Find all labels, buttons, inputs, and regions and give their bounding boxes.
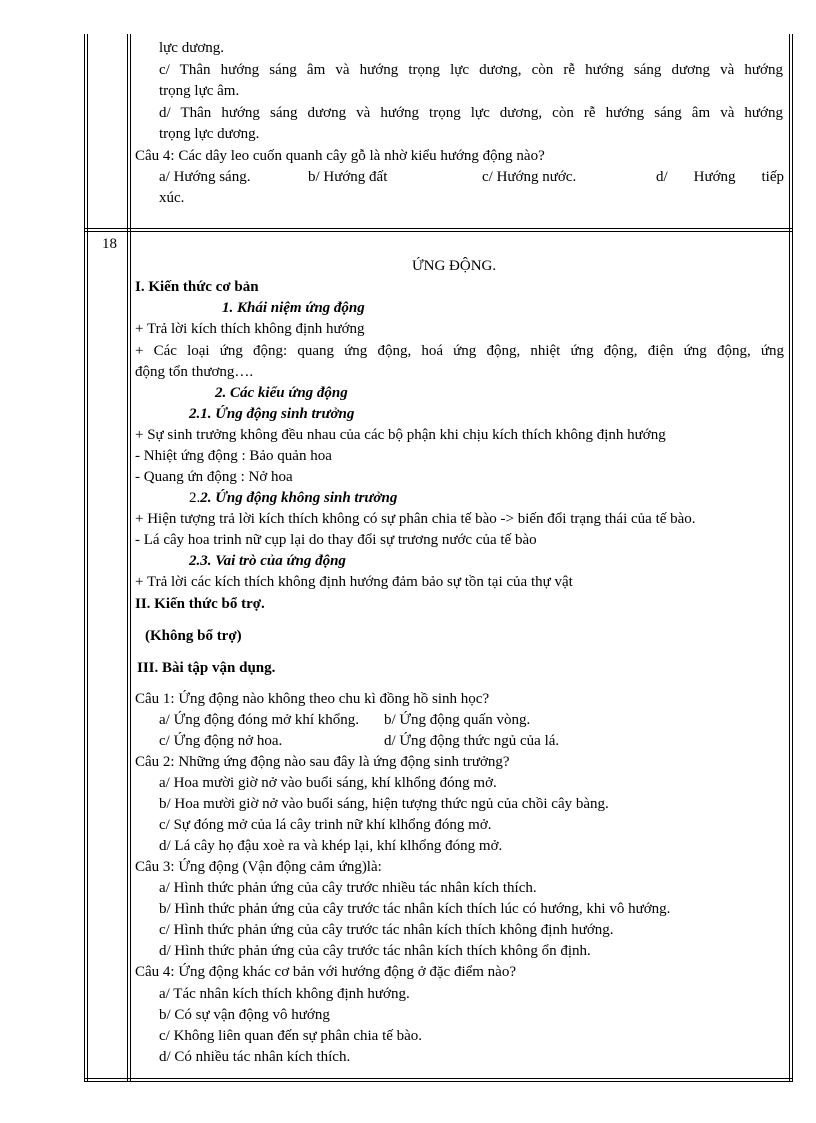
exercise-q4: Câu 4: Ứng động khác cơ bản với hướng động ở đặc điểm nào?	[135, 964, 516, 980]
exercise-q3-option-b: b/ Hình thức phản ứng của cây trước tác nhân kích thích lúc có hướng, khi vô hướng.	[159, 901, 671, 917]
table-border-bottom-inner	[84, 1078, 793, 1079]
exercise-q3: Câu 3: Ứng động (Vận động cảm ứng)là:	[135, 859, 382, 875]
subsection-2-2-heading: 2. Ứng động không sinh trưởng	[200, 490, 398, 506]
subsection-2-3-heading: 2.3. Vai trò của ứng động	[189, 553, 346, 569]
subsection-1-heading: 1. Khái niệm ứng động	[222, 300, 365, 316]
exercise-q1: Câu 1: Ứng động nào không theo chu kì đồng hồ sinh học?	[135, 691, 490, 707]
lesson-number: 18	[102, 236, 117, 252]
row-divider-inner	[84, 231, 793, 232]
subsection-2-heading: 2. Các kiểu ứng động	[215, 385, 348, 401]
table-border-left	[84, 34, 85, 1082]
sub22-line-1: + Hiện tượng trả lời kích thích không có sự phân chia tế bào -> biến đổi trạng thái của tế bào.	[135, 511, 696, 527]
exercise-q1-option-c: c/ Ứng động nở hoa.	[159, 733, 283, 749]
exercise-q4-option-c: c/ Không liên quan đến sự phân chia tế bào.	[159, 1028, 423, 1044]
exercise-q1-option-d: d/ Ứng động thức ngủ của lá.	[384, 733, 560, 749]
section-3-heading: III. Bài tập vận dụng.	[137, 660, 276, 676]
q3-option-c-continued: trọng lực âm.	[159, 83, 240, 99]
q4-question: Câu 4: Các dây leo cuốn quanh cây gỗ là nhờ kiểu hướng động nào?	[135, 148, 545, 164]
sub21-line-1: + Sự sinh trưởng không đều nhau của các bộ phận khi chịu kích thích không định hướng	[135, 427, 666, 443]
row-divider	[84, 228, 793, 229]
q4-option-a: a/ Hướng sáng.	[159, 169, 251, 185]
q4-option-b: b/ Hướng đất	[308, 169, 388, 185]
section-2-heading: II. Kiến thức bổ trợ.	[135, 596, 265, 612]
table-border-right	[792, 34, 793, 1082]
exercise-q2-option-b: b/ Hoa mười giờ nở vào buổi sáng, hiện tượng thức ngủ của chồi cây bàng.	[159, 796, 609, 812]
sub1-line-1: + Trả lời kích thích không định hướng	[135, 321, 365, 337]
exercise-q4-option-b: b/ Có sự vận động vô hướng	[159, 1007, 330, 1023]
exercise-q2-option-d: d/ Lá cây họ đậu xoè ra và khép lại, khí klhổng đóng mở.	[159, 838, 503, 854]
lesson-title: ỨNG ĐỘNG.	[412, 258, 497, 274]
q4-option-d-continued: xúc.	[159, 190, 185, 206]
subsection-2-1-heading: 2.1. Ứng động sinh trưởng	[189, 406, 355, 422]
q3-option-d: d/ Thân hướng sáng dương và hướng trọng lực dương, còn rễ hướng sáng âm và hướng	[159, 105, 783, 121]
exercise-q4-option-a: a/ Tác nhân kích thích không định hướng.	[159, 986, 410, 1002]
sub1-line-2-continued: động tổn thương….	[135, 364, 254, 380]
sub21-line-3: - Quang ứn động : Nở hoa	[135, 469, 293, 485]
section-2-note: (Không bổ trợ)	[145, 628, 242, 644]
table-border-left-inner	[87, 34, 88, 1082]
exercise-q3-option-a: a/ Hình thức phản ứng của cây trước nhiều tác nhân kích thích.	[159, 880, 537, 896]
q4-option-d: d/ Hướng tiếp	[656, 169, 784, 185]
sub21-line-2: - Nhiệt ứng động : Bảo quản hoa	[135, 448, 332, 464]
sub1-line-2: + Các loại ứng động: quang ứng động, hoá ứng động, nhiệt ứng động, điện ứng động, ứng	[135, 343, 784, 359]
exercise-q4-option-d: d/ Có nhiều tác nhân kích thích.	[159, 1049, 351, 1065]
column-divider-inner	[130, 34, 131, 1082]
section-1-heading: I. Kiến thức cơ bản	[135, 279, 259, 295]
exercise-q1-option-b: b/ Ứng động quấn vòng.	[384, 712, 531, 728]
exercise-q3-option-d: d/ Hình thức phản ứng của cây trước tác nhân kích thích không ổn định.	[159, 943, 591, 959]
column-divider	[127, 34, 128, 1082]
table-border-right-inner	[789, 34, 790, 1082]
subsection-2-2-heading-wrapper	[189, 488, 397, 508]
exercise-q3-option-c: c/ Hình thức phản ứng của cây trước tác nhân kích thích không định hướng.	[159, 922, 614, 938]
sub22-line-2: - Lá cây hoa trinh nữ cụp lại do thay đổi sự trương nước của tế bào	[135, 532, 537, 548]
exercise-q2-option-c: c/ Sự đóng mở của lá cây trinh nữ khí klhổng đóng mở.	[159, 817, 492, 833]
table-border-bottom	[84, 1081, 793, 1082]
exercise-q2-option-a: a/ Hoa mười giờ nở vào buổi sáng, khí klhổng đóng mở.	[159, 775, 497, 791]
q3-option-c: c/ Thân hướng sáng âm và hướng trọng lực dương, còn rễ hướng sáng dương và hướng	[159, 62, 783, 78]
q3-option-d-continued: trọng lực dương.	[159, 126, 260, 142]
subsection-2-2-prefix: 2.	[189, 490, 201, 506]
q3-option-b-continued: lực dương.	[159, 40, 225, 56]
sub23-line-1: + Trả lời các kích thích không định hướng đảm bảo sự tồn tại của thự vật	[135, 574, 573, 590]
exercise-q2: Câu 2: Những ứng động nào sau đây là ứng động sinh trưởng?	[135, 754, 510, 770]
exercise-q1-option-a: a/ Ứng động đóng mở khí khổng.	[159, 712, 359, 728]
q4-option-c: c/ Hướng nước.	[482, 169, 577, 185]
